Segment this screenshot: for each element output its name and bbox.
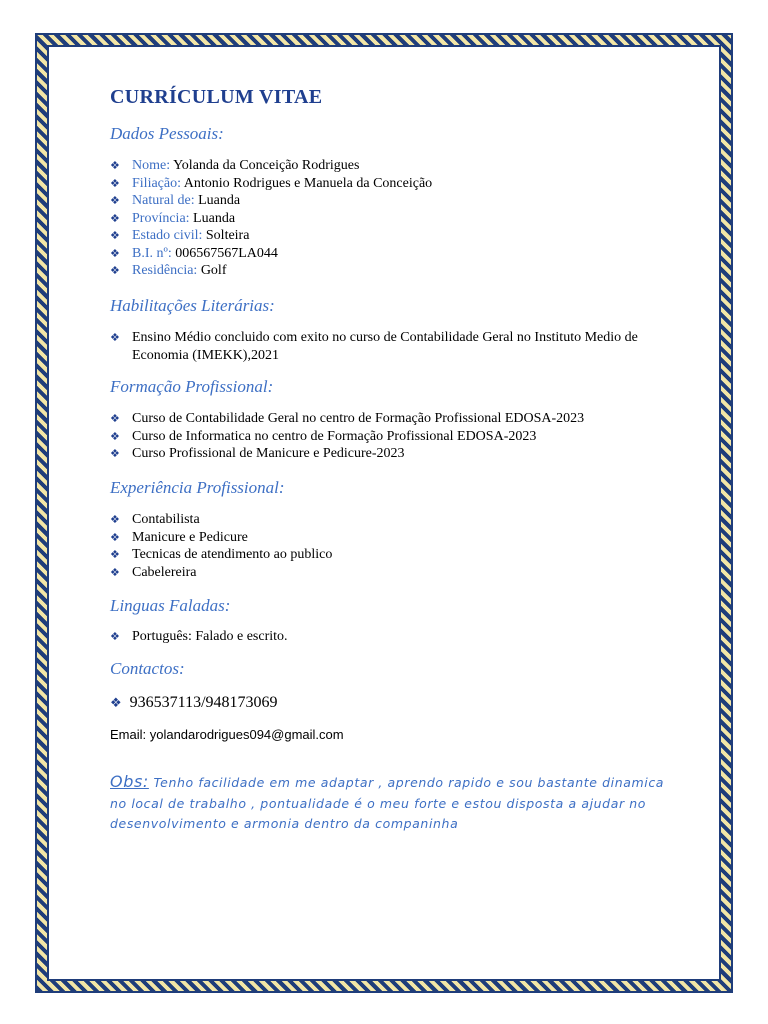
languages-list: [110, 628, 288, 646]
section-heading-experience: Experiência Profissional:: [110, 478, 285, 497]
education-list: [110, 329, 672, 364]
field-label: Natural de:: [132, 193, 195, 208]
page-title: CURRÍCULUM VITAE: [110, 86, 323, 108]
observations: [110, 772, 670, 835]
list-item: [110, 410, 584, 428]
obs-label: Obs:: [110, 772, 149, 791]
list-item: [110, 511, 332, 529]
diamond-bullet-icon: ❖: [110, 630, 120, 643]
diamond-bullet-icon: ❖: [110, 176, 120, 190]
diamond-bullet-icon: ❖: [110, 513, 120, 526]
list-item: [110, 262, 432, 280]
obs-text: Tenho facilidade em me adaptar , aprendo rapido e sou bastante dinamica no local de trabalho , pontualidade é o meu forte e estou disposta a ajudar no desenvolvimento e armonia dentro da companinha: [110, 775, 665, 831]
list-item: [110, 175, 432, 193]
field-label: Nome:: [132, 158, 171, 173]
list-item: [110, 227, 432, 245]
phone-number: [110, 694, 278, 712]
diamond-bullet-icon: ❖: [110, 331, 120, 344]
list-item: [110, 157, 432, 175]
diamond-bullet-icon: ❖: [110, 548, 120, 561]
section-heading-education: Habilitações Literárias:: [110, 296, 275, 315]
list-item: [110, 564, 332, 582]
field-label: Estado civil:: [132, 228, 203, 243]
list-item-text: Ensino Médio concluido com exito no curso de Contabilidade Geral no Instituto Medio de Economia (IMEKK),2021: [132, 330, 638, 363]
list-item-text: Curso Profissional de Manicure e Pedicure-2023: [132, 446, 405, 461]
section-heading-training: Formação Profissional:: [110, 377, 274, 396]
list-item: [110, 445, 584, 463]
diamond-bullet-icon: ❖: [110, 229, 120, 242]
field-value: Solteira: [205, 228, 250, 243]
field-value: Yolanda da Conceição Rodrigues: [173, 158, 360, 173]
list-item: [110, 210, 432, 228]
diamond-bullet-icon: ❖: [110, 246, 120, 260]
field-value: 006567567LA044: [175, 245, 278, 261]
list-item-text: Curso de Informatica no centro de Formação Profissional EDOSA-2023: [132, 428, 537, 444]
section-heading-contacts: Contactos:: [110, 659, 185, 678]
list-item: [110, 245, 432, 263]
diamond-bullet-icon: ❖: [110, 530, 120, 544]
diamond-bullet-icon: ❖: [110, 696, 122, 711]
list-item: [110, 329, 672, 364]
email-address: Email: yolandarodrigues094@gmail.com: [110, 727, 344, 742]
field-value: Luanda: [193, 210, 236, 226]
section-heading-languages: Linguas Faladas:: [110, 596, 231, 615]
field-value: Golf: [200, 263, 227, 278]
list-item-text: Manicure e Pedicure: [132, 529, 248, 545]
diamond-bullet-icon: ❖: [110, 447, 120, 460]
field-label: Filiação:: [132, 175, 181, 191]
list-item-text: Tecnicas de atendimento ao publico: [132, 547, 333, 562]
list-item: [110, 192, 432, 210]
diamond-bullet-icon: ❖: [110, 194, 120, 207]
diamond-bullet-icon: ❖: [110, 565, 120, 579]
field-value: Antonio Rodrigues e Manuela da Conceição: [183, 175, 433, 191]
field-value: Luanda: [198, 193, 241, 208]
list-item-text: Português: Falado e escrito.: [132, 629, 288, 644]
diamond-bullet-icon: ❖: [110, 264, 120, 277]
diamond-bullet-icon: ❖: [110, 211, 120, 225]
training-list: [110, 410, 584, 463]
personal-list: [110, 157, 432, 280]
list-item: [110, 546, 332, 564]
list-item-text: Curso de Contabilidade Geral no centro de Formação Profissional EDOSA-2023: [132, 411, 585, 426]
phone-text: 936537113/948173069: [129, 694, 278, 711]
list-item: [110, 628, 288, 646]
list-item: [110, 529, 332, 547]
field-label: Residência:: [132, 263, 198, 278]
list-item: [110, 428, 584, 446]
field-label: B.I. nº:: [132, 245, 172, 261]
field-label: Província:: [132, 210, 190, 226]
list-item-text: Contabilista: [132, 512, 200, 527]
diamond-bullet-icon: ❖: [110, 429, 120, 443]
diamond-bullet-icon: ❖: [110, 159, 120, 172]
experience-list: [110, 511, 332, 581]
diamond-bullet-icon: ❖: [110, 412, 120, 425]
section-heading-personal: Dados Pessoais:: [110, 124, 224, 143]
list-item-text: Cabelereira: [132, 564, 197, 580]
